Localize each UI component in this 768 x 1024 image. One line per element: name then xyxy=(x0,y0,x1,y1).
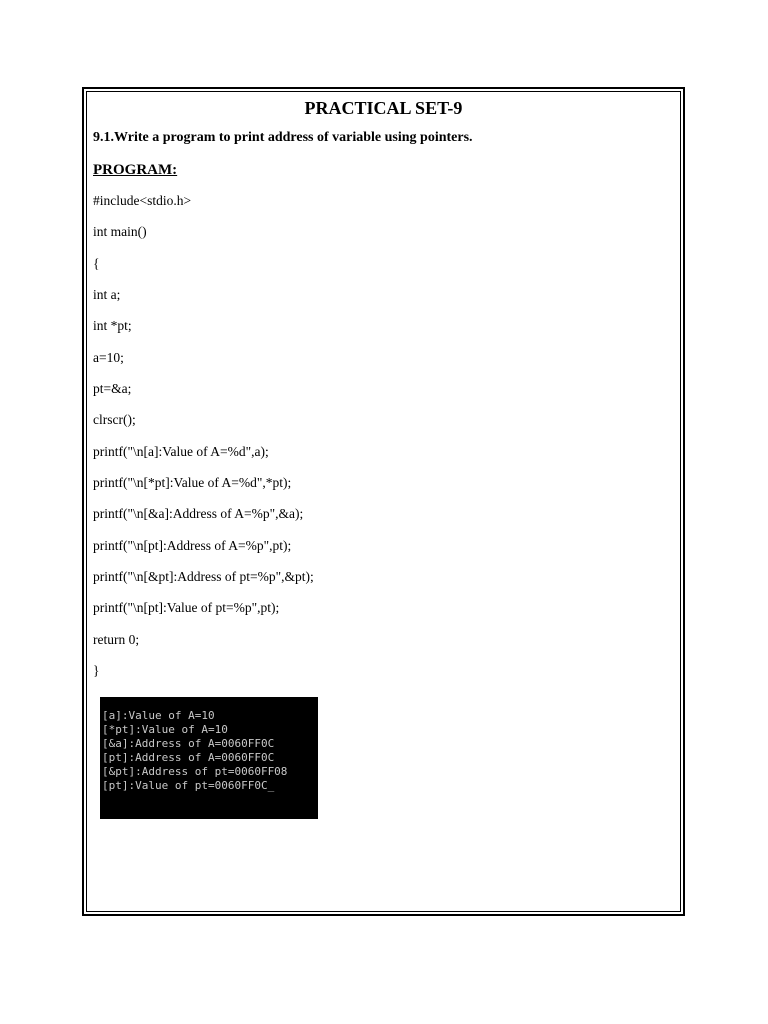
code-line: pt=&a; xyxy=(93,381,132,397)
console-line: [*pt]:Value of A=10 xyxy=(102,723,228,736)
console-line: [a]:Value of A=10 xyxy=(102,709,215,722)
console-line: [pt]:Value of pt=0060FF0C_ xyxy=(102,779,275,792)
console-output-screenshot xyxy=(100,697,318,819)
content-frame xyxy=(86,91,681,912)
code-line: printf("\n[pt]:Address of A=%p",pt); xyxy=(93,537,292,553)
page-title: PRACTICAL SET-9 xyxy=(304,98,463,118)
code-line: printf("\n[pt]:Value of pt=%p",pt); xyxy=(93,600,280,616)
code-line: } xyxy=(93,663,100,679)
code-line: clrscr(); xyxy=(93,412,136,428)
console-line: [&pt]:Address of pt=0060FF08 xyxy=(102,765,288,778)
code-line: int *pt; xyxy=(93,318,132,334)
code-line: printf("\n[*pt]:Value of A=%d",*pt); xyxy=(93,475,292,491)
console-line: [pt]:Address of A=0060FF0C xyxy=(102,751,275,764)
code-line: printf("\n[&pt]:Address of pt=%p",&pt); xyxy=(93,569,314,585)
program-heading: PROGRAM: xyxy=(93,162,178,178)
code-line: a=10; xyxy=(93,349,124,365)
code-line: printf("\n[a]:Value of A=%d",a); xyxy=(93,443,269,459)
code-line: printf("\n[&a]:Address of A=%p",&a); xyxy=(93,506,304,522)
code-line: int a; xyxy=(93,287,121,303)
page-border xyxy=(82,87,685,916)
code-line: return 0; xyxy=(93,631,140,647)
question-text: 9.1.Write a program to print address of variable using pointers. xyxy=(93,130,473,145)
code-line: { xyxy=(93,255,100,271)
code-line: int main() xyxy=(93,224,147,240)
console-line: [&a]:Address of A=0060FF0C xyxy=(102,737,275,750)
code-line: #include<stdio.h> xyxy=(93,193,192,208)
code-listing xyxy=(93,193,314,695)
